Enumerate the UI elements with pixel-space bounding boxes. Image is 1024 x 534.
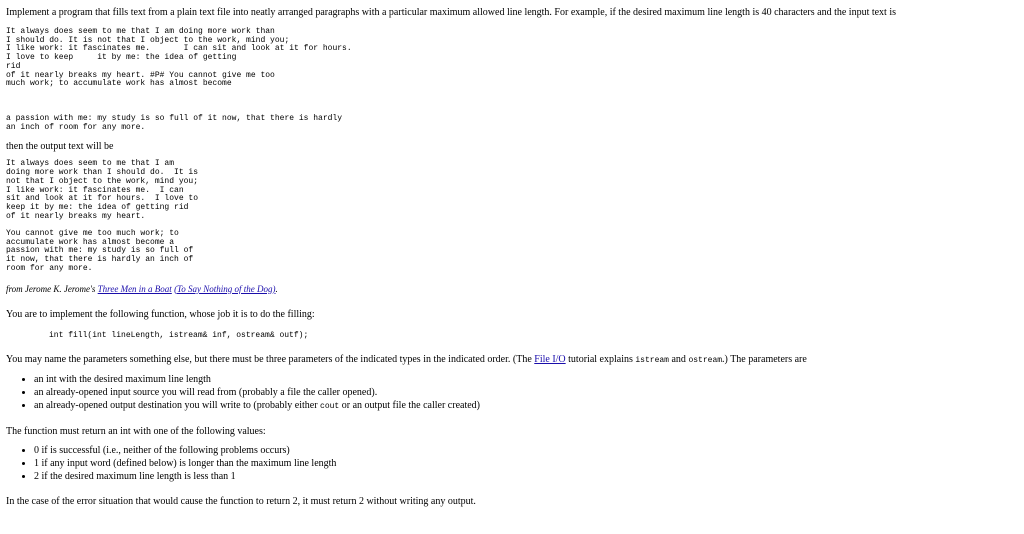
param3-text-2: or an output file the caller created) bbox=[339, 400, 480, 412]
source-suffix: . bbox=[275, 283, 278, 294]
return-value-item: • 2 if the desired maximum line length is less than 1 bbox=[34, 470, 1018, 483]
parameter-item bbox=[34, 399, 1018, 413]
output-text-example: It always does seem to me that I am doing more work than I should do. It is not that I object to the work, mind you; I like work: it fascinates me. I can sit and look at it for hours. I love to keep it by me: the idea of getting rid of it nearly breaks my heart. You cannot give me too much work; to accumulate work has almost become a passion with me: my study is so full of it now, that there is hardly an inch of room for any more. bbox=[6, 159, 199, 273]
function-signature: int fill(int lineLength, istream& inf, ostream& outf); bbox=[49, 330, 309, 340]
parameters-paragraph bbox=[6, 353, 1018, 367]
return-value-item: • 1 if any input word (defined below) is longer than the maximum line length bbox=[34, 457, 1018, 470]
then-paragraph: then the output text will be bbox=[6, 141, 114, 153]
source-prefix: from Jerome K. Jerome's bbox=[6, 283, 98, 294]
returns-paragraph: The function must return an int with one of the following values: bbox=[6, 426, 266, 438]
cout-code: cout bbox=[320, 402, 340, 412]
istream-code: istream bbox=[635, 356, 669, 366]
book-title-link[interactable]: Three Men in a Boat bbox=[97, 283, 172, 294]
intro-paragraph: Implement a program that fills text from a plain text file into neatly arranged paragraphs with a particular maximum allowed line length. For example, if the desired maximum line length is 40 characters and the input text is bbox=[6, 7, 897, 18]
input-text-example: It always does seem to me that I am doing more work than I should do. It is not that I object to the work, mind you; I like work: it fascinates me. I can sit and look at it for hours. I love to keep it by me: the idea of getting rid of it nearly breaks my heart. #P# You cannot give me too much work; to accumulate work has almost become a passion with me: my study is so full of it now, that there is hardly an inch of room for any more. bbox=[6, 27, 352, 132]
parameter-item: • an already-opened input source you will read from (probably a file the caller opened). bbox=[34, 386, 1018, 399]
param3-text-1: an already-opened output destination you will write to (probably either bbox=[34, 400, 321, 412]
file-io-link[interactable]: File I/O bbox=[534, 354, 566, 366]
parameter-item: • an int with the desired maximum line length bbox=[34, 373, 1018, 386]
params-text-3: and bbox=[668, 354, 689, 366]
parameter-list bbox=[6, 373, 1018, 413]
return-value-item: • 0 if is successful (i.e., neither of the following problems occurs) bbox=[34, 444, 1018, 457]
document-page bbox=[0, 6, 1024, 508]
source-citation bbox=[6, 283, 1018, 296]
params-text-1: You may name the parameters something else, but there must be three parameters of the indicated types in the indicated order. (The bbox=[6, 354, 535, 366]
error-case-paragraph: In the case of the error situation that would cause the function to return 2, it must return 2 without writing any output. bbox=[6, 496, 476, 508]
ostream-code: ostream bbox=[688, 356, 723, 366]
book-subtitle-link[interactable]: (To Say Nothing of the Dog) bbox=[174, 283, 276, 294]
params-text-2: tutorial explains bbox=[565, 354, 636, 366]
params-text-4: .) The parameters are bbox=[722, 354, 807, 366]
return-value-list bbox=[6, 444, 1018, 483]
implement-paragraph: You are to implement the following function, whose job it is to do the filling: bbox=[6, 308, 315, 320]
